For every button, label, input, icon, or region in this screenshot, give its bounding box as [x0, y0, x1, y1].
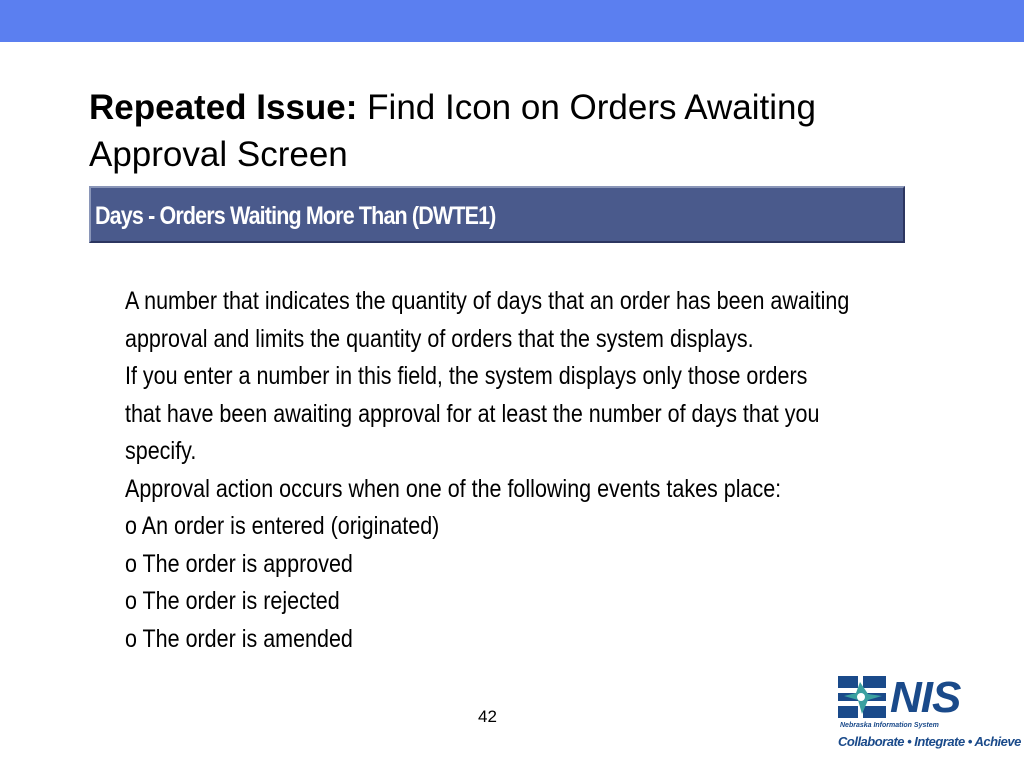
body-list-item: o The order is amended [125, 624, 353, 653]
title-bold: Repeated Issue: [89, 88, 358, 127]
field-help-header [89, 186, 905, 243]
field-help-body [125, 283, 882, 658]
body-line: A number that indicates the quantity of days that an order has been awaiting [125, 287, 850, 315]
body-line: specify. [125, 437, 197, 465]
body-list-item: o The order is rejected [125, 587, 340, 615]
logo-tagline: Collaborate • Integrate • Achieve [838, 734, 1021, 749]
field-help-header-label: Days - Orders Waiting More Than (DWTE1) [95, 202, 496, 230]
body-list-item: o The order is approved [125, 549, 353, 578]
title-rest: Find Icon on Orders Awaiting Approval Screen [89, 88, 816, 174]
svg-text:NIS: NIS [890, 674, 961, 722]
page-number: 42 [478, 707, 497, 726]
body-line: Approval action occurs when one of the following events takes place: [125, 474, 782, 503]
logo-subtitle: Nebraska Information System [840, 722, 939, 729]
body-list-item: o An order is entered (originated) [125, 512, 440, 540]
body-line: If you enter a number in this field, the system displays only those orders [125, 362, 808, 390]
body-line: approval and limits the quantity of orders that the system displays. [125, 324, 754, 353]
slide-title [89, 84, 949, 178]
nis-logo [838, 674, 1021, 752]
top-banner [0, 0, 1024, 42]
body-line: that have been awaiting approval for at least the number of days that you [125, 399, 820, 428]
